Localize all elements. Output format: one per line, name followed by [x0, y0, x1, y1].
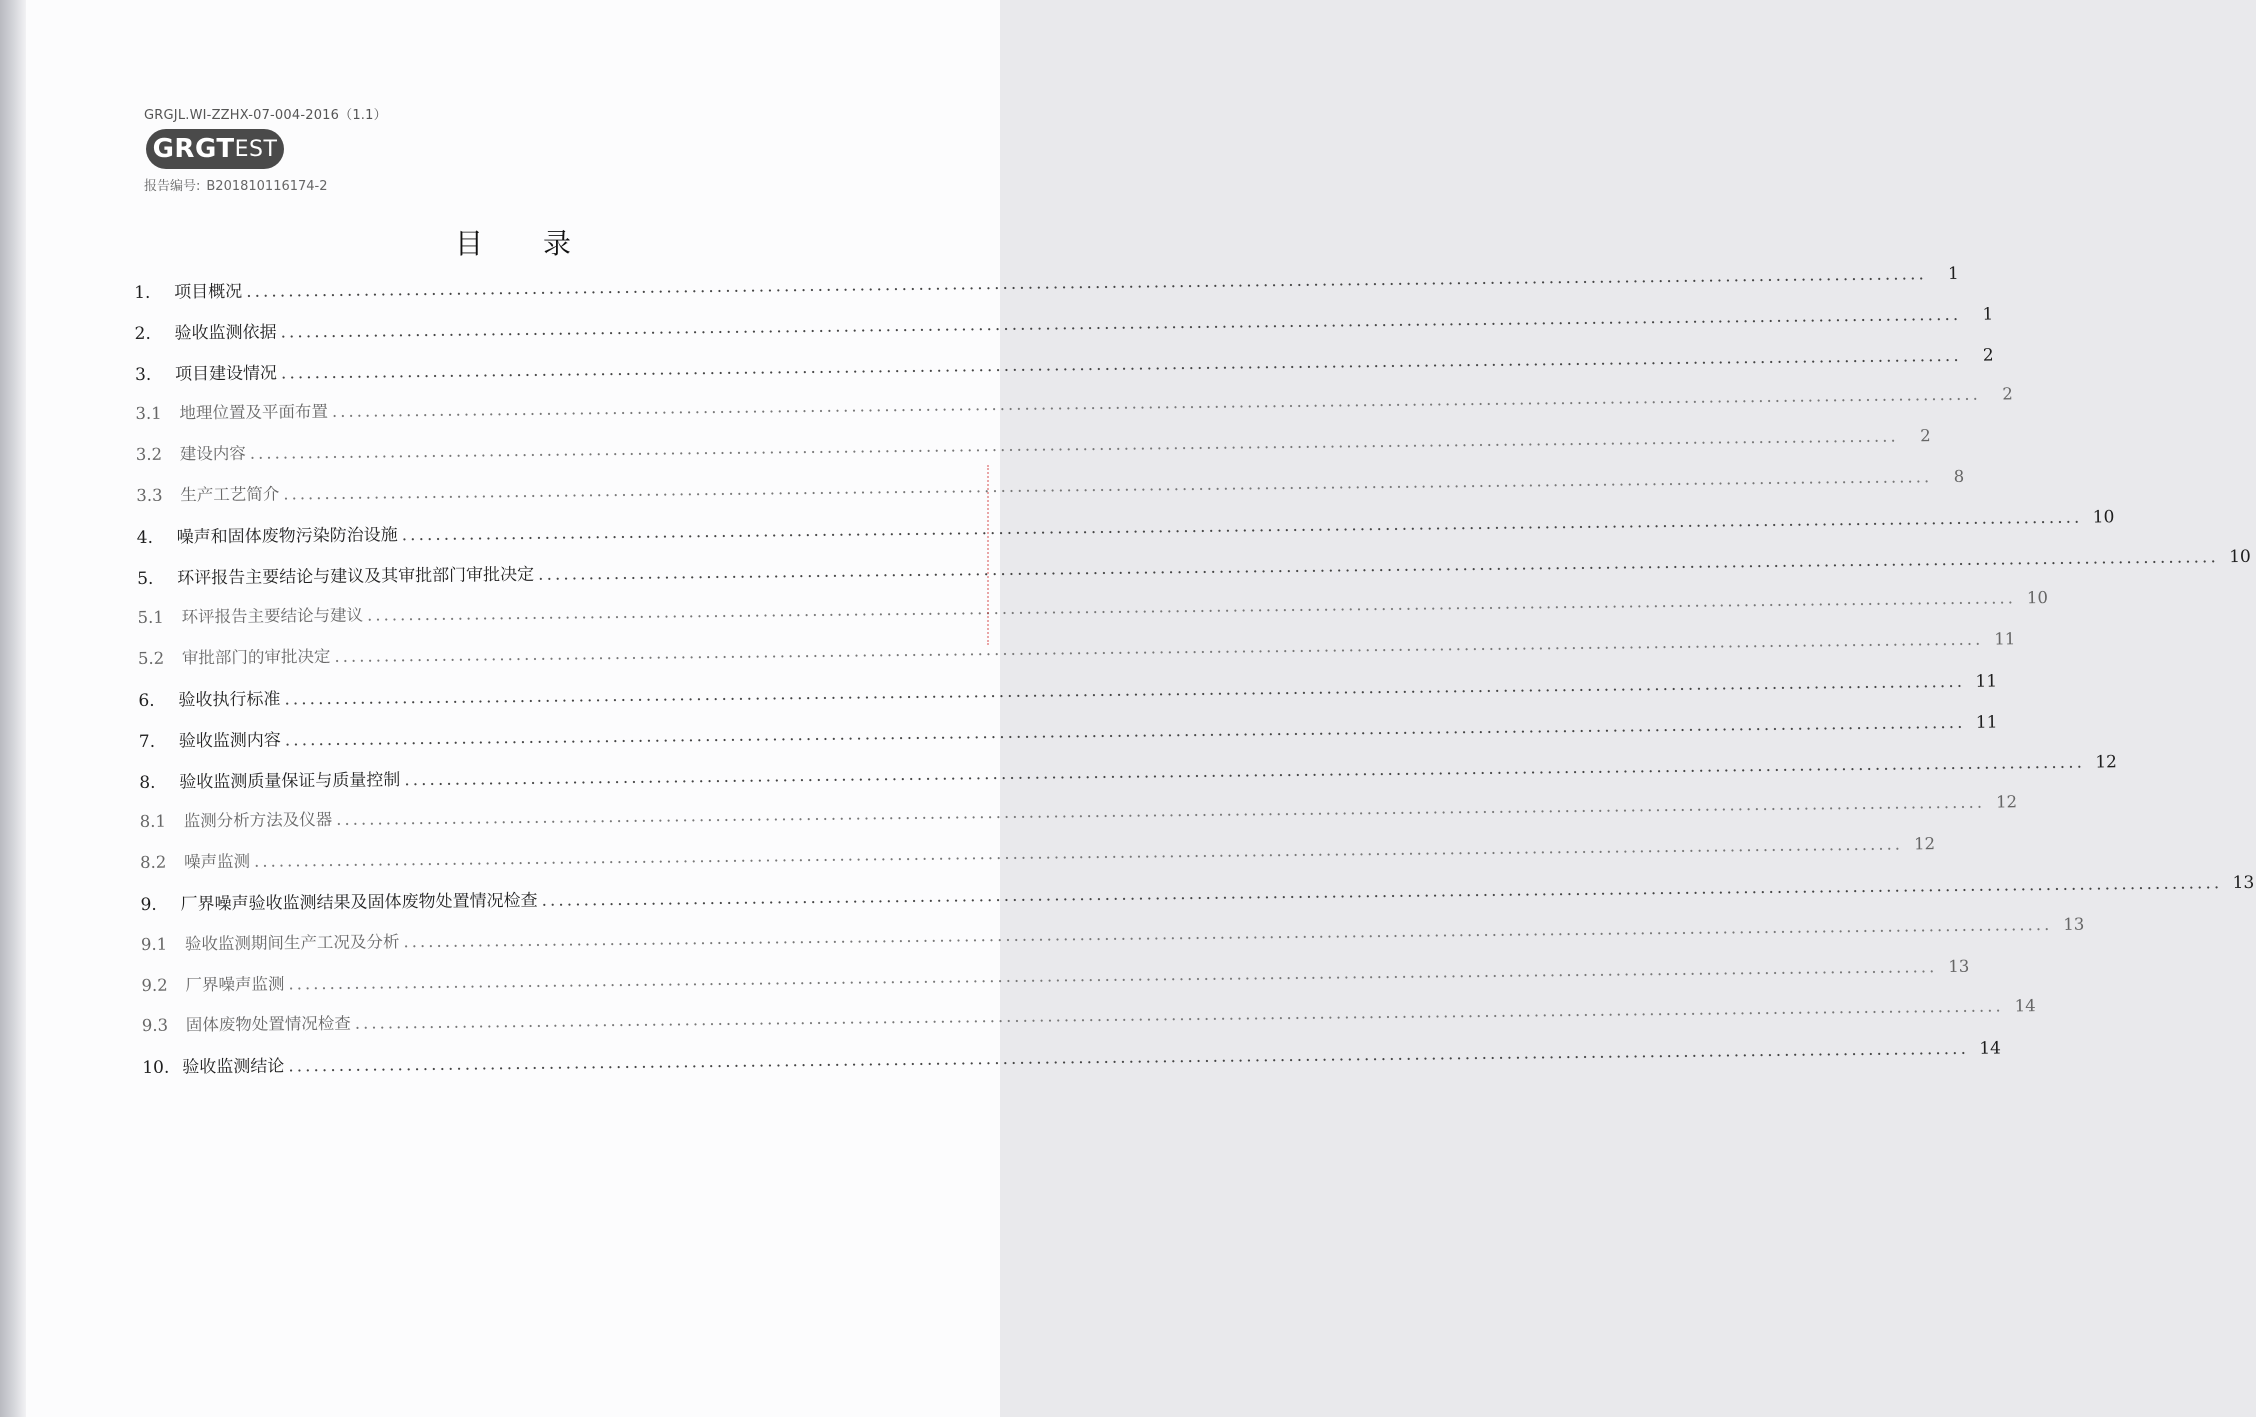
toc-entry-page: 10: [2026, 588, 2049, 608]
toc-entry-title: 验收监测依据: [174, 322, 277, 344]
toc-entry-number: 3.: [134, 364, 152, 385]
toc-entry-number: 9.1: [140, 934, 168, 954]
toc-entry-title: 审批部门的审批决定: [181, 647, 331, 668]
toc-entry-title: 验收监测内容: [178, 730, 281, 752]
toc-entry-page: 13: [2063, 914, 2085, 934]
toc-leader-dots: ........................................................................................................................................................................................................: [280, 345, 1962, 384]
toc-entry-page: 2: [1982, 345, 1994, 366]
toc-entry-page: 13: [2232, 872, 2255, 894]
toc-leader-dots: ........................................................................................................................................................................................................: [354, 996, 2004, 1034]
toc-leader-dots: ........................................................................................................................................................................................................: [403, 914, 2053, 951]
toc-entry-title: 噪声和固体废物污染防治设施: [176, 525, 398, 548]
toc-leader-dots: ........................................................................................................................................................................................................: [246, 264, 1927, 302]
toc-entry-page: 13: [1948, 956, 1970, 976]
toc-entry-number: 5.: [137, 568, 154, 589]
report-number-value: B201810116174-2: [206, 179, 328, 194]
toc-leader-dots: ........................................................................................................................................................................................................: [288, 956, 1938, 993]
toc-entry-title: 噪声监测: [184, 851, 251, 872]
toc-entry-page: 14: [1979, 1038, 2002, 1059]
toc-entry[interactable]: [142, 1038, 2002, 1094]
toc-entry-number: 3.3: [136, 485, 163, 505]
toc-entry-title: 建设内容: [179, 444, 246, 464]
toc-entry-page: 12: [2095, 751, 2118, 773]
toc-entry-page: 11: [1994, 629, 2016, 649]
toc-entry-number: 8.1: [139, 812, 167, 832]
toc-entry-title: 验收监测质量保证与质量控制: [179, 769, 401, 793]
toc-entry-number: 9.2: [141, 975, 168, 995]
toc-entry-number: 3.2: [135, 444, 163, 465]
toc-entry-title: 环评报告主要结论与建议: [181, 605, 364, 627]
report-number: [144, 175, 387, 194]
toc-entry-title: 环评报告主要结论与建议及其审批部门审批决定: [177, 564, 535, 589]
toc-entry-number: 5.2: [137, 648, 165, 669]
toc-entry-number: 5.1: [137, 608, 164, 628]
grgtest-logo: [146, 129, 284, 169]
toc-leader-dots: ........................................................................................................................................................................................................: [401, 507, 2083, 545]
toc-entry-title: 厂界噪声验收监测结果及固体废物处置情况检查: [180, 890, 538, 915]
toc-entry-title: 项目建设情况: [174, 363, 278, 385]
toc-entry-number: 1.: [134, 282, 151, 303]
toc-entry-page: 2: [1920, 426, 1931, 446]
toc-entry-number: 8.: [139, 772, 156, 793]
toc-leader-dots: ........................................................................................................................................................................................................: [288, 1038, 1970, 1077]
toc-entry-title: 监测分析方法及仪器: [183, 810, 333, 831]
toc-entry-title: 生产工艺简介: [180, 484, 280, 505]
toc-title: 目录: [454, 227, 631, 260]
toc-entry-page: 1: [1982, 304, 1994, 325]
toc-leader-dots: ........................................................................................................................................................................................................: [249, 426, 1899, 463]
toc-entry-page: 10: [2229, 546, 2251, 567]
document-page: [26, 0, 2255, 1417]
report-header: [144, 104, 387, 194]
toc-entry-title: 固体废物处置情况检查: [185, 1014, 351, 1035]
toc-entry-number: 9.: [140, 894, 157, 915]
toc-entry-number: 7.: [138, 731, 156, 752]
toc-entry-page: 12: [1913, 834, 1936, 854]
toc-leader-dots: ........................................................................................................................................................................................................: [284, 712, 1966, 751]
toc-entry-page: 12: [1995, 792, 2018, 812]
toc-entry-title: 项目概况: [174, 281, 243, 303]
toc-entry-page: 11: [1975, 671, 1998, 692]
toc-entry-page: 11: [1975, 712, 1998, 733]
document-code: GRGJL.WI-ZZHX-07-004-2016（1.1）: [144, 108, 387, 123]
toc-entry-page: 14: [2014, 996, 2036, 1016]
toc-leader-dots: ........................................................................................................................................................................................................: [331, 385, 1981, 422]
toc-entry-page: 8: [1953, 466, 1965, 486]
logo-text-bold: GRGT: [152, 134, 235, 164]
toc-entry-title: 验收监测结论: [182, 1056, 285, 1078]
toc-entry-title: 验收监测期间生产工况及分析: [184, 932, 400, 954]
toc-entry-number: 9.3: [141, 1016, 169, 1036]
toc-entry-number: 4.: [136, 527, 154, 548]
toc-entry-page: 10: [2092, 507, 2115, 528]
book-binding-edge: [0, 0, 26, 1417]
toc-entry-number: 6.: [138, 690, 155, 711]
toc-leader-dots: ........................................................................................................................................................................................................: [336, 793, 1986, 830]
toc-entry-number: 10.: [142, 1057, 170, 1079]
toc-entry-title: 验收执行标准: [178, 689, 281, 711]
toc-entry-page: 1: [1947, 263, 1959, 285]
toc-entry-title: 厂界噪声监测: [185, 974, 285, 995]
toc-leader-dots: ........................................................................................................................................................................................................: [254, 834, 1904, 871]
toc-leader-dots: ........................................................................................................................................................................................................: [280, 304, 1962, 343]
toc-entry-number: 2.: [134, 323, 151, 344]
report-number-label: 报告编号:: [144, 179, 201, 194]
table-of-contents: [134, 263, 2255, 1093]
toc-entry-page: 2: [2002, 384, 2013, 404]
toc-leader-dots: ........................................................................................................................................................................................................: [404, 752, 2086, 790]
logo-text-light: EST: [234, 136, 278, 162]
toc-leader-dots: ........................................................................................................................................................................................................: [541, 873, 2223, 911]
toc-leader-dots: ........................................................................................................................................................................................................: [284, 671, 1966, 710]
toc-leader-dots: ........................................................................................................................................................................................................: [538, 546, 2219, 585]
toc-leader-dots: ........................................................................................................................................................................................................: [366, 588, 2017, 625]
seal-stamp-mark: [987, 465, 1001, 645]
toc-entry-number: 8.2: [140, 852, 167, 873]
toc-entry-title: 地理位置及平面布置: [179, 402, 329, 423]
toc-leader-dots: ........................................................................................................................................................................................................: [334, 629, 1984, 667]
toc-leader-dots: ........................................................................................................................................................................................................: [283, 467, 1933, 504]
toc-entry-number: 3.1: [135, 404, 162, 424]
